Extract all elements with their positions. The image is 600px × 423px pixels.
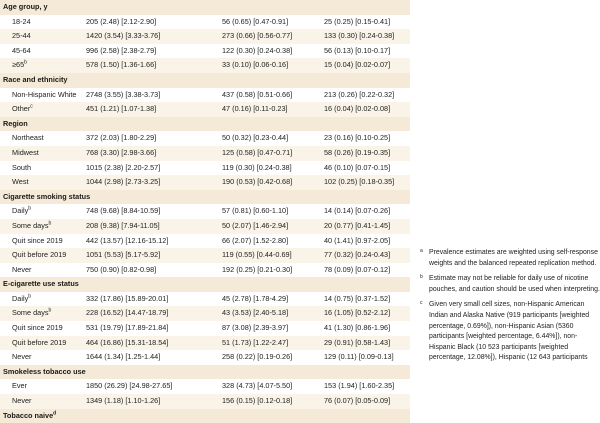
row-label-text: Quit since 2019 — [12, 323, 63, 333]
section-header-label: Smokeless tobacco use — [3, 366, 86, 376]
cell-col-2: 125 (0.58) [0.47-0.71] — [222, 147, 293, 157]
cell-col-2: 437 (0.58) [0.51-0.66] — [222, 89, 293, 99]
row-label-text: 18-24 — [12, 16, 31, 26]
table-row — [0, 394, 410, 409]
row-label — [12, 234, 63, 249]
cell-col-2: 51 (1.73) [1.22-2.47] — [222, 337, 289, 347]
footnote-mark: b — [420, 274, 423, 281]
cell-col-3: 23 (0.16) [0.10-0.25] — [324, 133, 391, 143]
row-label-text: Never — [12, 352, 32, 362]
row-label — [12, 161, 31, 176]
cell-col-2: 119 (0.55) [0.44-0.69] — [222, 250, 292, 260]
row-label-text: Non-Hispanic White — [12, 89, 77, 99]
table-row — [0, 102, 410, 117]
row-label — [12, 350, 31, 365]
cell-col-1: 578 (1.50) [1.36-1.66] — [86, 60, 157, 70]
cell-col-1: 1644 (1.34) [1.25-1.44] — [86, 352, 161, 362]
cell-col-1: 464 (16.86) [15.31-18.54] — [86, 337, 169, 347]
cell-col-2: 57 (0.81) [0.60-1.10] — [222, 206, 289, 216]
table-footnotes — [420, 248, 600, 369]
section-header — [0, 0, 410, 15]
cell-col-3: 16 (1.05) [0.52-2.12] — [324, 308, 391, 318]
row-label-text: Never — [12, 264, 32, 274]
cell-col-3: 153 (1.94) [1.60-2.35] — [324, 381, 395, 391]
cell-col-1: 750 (0.90) [0.82-0.98] — [86, 264, 157, 274]
table-row — [0, 306, 410, 321]
footnote-mark: c — [420, 300, 423, 307]
row-label-text: Daily — [12, 206, 29, 216]
footnote-marker: b — [28, 293, 31, 300]
row-label-text: Ever — [12, 381, 28, 391]
cell-col-1: 1051 (5.53) [5.17-5.92] — [86, 250, 161, 260]
row-label-text: 25-44 — [12, 31, 31, 41]
cell-col-3: 56 (0.13) [0.10-0.17] — [324, 45, 391, 55]
cell-col-2: 119 (0.30) [0.24-0.38] — [222, 162, 292, 172]
table-row — [0, 234, 410, 249]
footnote-marker: b — [24, 59, 27, 66]
row-label — [12, 15, 31, 30]
section-header-label: Age group, y — [3, 2, 48, 11]
table-row — [0, 248, 410, 263]
cell-col-1: 531 (19.79) [17.89-21.84] — [86, 323, 169, 333]
table-row — [0, 161, 410, 176]
row-label-text: 45-64 — [12, 45, 31, 55]
table-row — [0, 321, 410, 336]
cell-col-1: 1850 (26.29) [24.98-27.65] — [86, 381, 173, 391]
row-label — [12, 292, 31, 307]
cell-col-1: 1349 (1.18) [1.10-1.26] — [86, 396, 161, 406]
cell-col-3: 29 (0.91) [0.58-1.43] — [324, 337, 391, 347]
cell-col-1: 332 (17.86) [15.89-20.01] — [86, 293, 169, 303]
table-row — [0, 58, 410, 73]
footnote-marker: b — [48, 220, 52, 227]
cell-col-2: 328 (4.73) [4.07-5.50] — [222, 381, 293, 391]
cell-col-3: 14 (0.75) [0.37-1.52] — [324, 293, 391, 303]
footnote-marker: d — [53, 410, 57, 417]
cell-col-3: 58 (0.26) [0.19-0.35] — [324, 147, 391, 157]
cell-col-2: 122 (0.30) [0.24-0.38] — [222, 45, 293, 55]
cell-col-2: 47 (0.16) [0.11-0.23] — [222, 104, 288, 114]
cell-col-2: 273 (0.66) [0.56-0.77] — [222, 31, 293, 41]
row-label-text: Quit before 2019 — [12, 250, 67, 260]
cell-col-3: 133 (0.30) [0.24-0.38] — [324, 31, 395, 41]
cell-col-2: 56 (0.65) [0.47-0.91] — [222, 16, 289, 26]
cell-col-1: 1420 (3.54) [3.33-3.76] — [86, 31, 161, 41]
cell-col-3: 46 (0.10) [0.07-0.15] — [324, 162, 391, 172]
cell-col-1: 372 (2.03) [1.80-2.29] — [86, 133, 157, 143]
footnote-marker: b — [48, 308, 52, 315]
row-label — [12, 204, 31, 219]
cell-col-3: 213 (0.26) [0.22-0.32] — [324, 89, 395, 99]
footnote — [420, 274, 600, 295]
cell-col-1: 442 (13.57) [12.16-15.12] — [86, 235, 169, 245]
table-row — [0, 146, 410, 161]
cell-col-3: 40 (1.41) [0.97-2.05] — [324, 235, 391, 245]
row-label — [12, 146, 39, 161]
row-label-text: Some days — [12, 220, 49, 230]
row-label-text: Other — [12, 104, 31, 114]
row-label — [12, 394, 31, 409]
row-label-text: Daily — [12, 293, 29, 303]
cell-col-1: 748 (9.68) [8.84-10.59] — [86, 206, 161, 216]
cell-col-2: 87 (3.08) [2.39-3.97] — [222, 323, 289, 333]
row-label-text: Never — [12, 396, 32, 406]
cell-col-3: 16 (0.04) [0.02-0.08] — [324, 104, 391, 114]
row-label — [12, 102, 33, 117]
cell-col-3: 41 (1.30) [0.86-1.96] — [324, 323, 391, 333]
table-row — [0, 88, 410, 103]
footnote-mark: a — [420, 248, 423, 254]
cell-col-2: 50 (2.07) [1.46-2.94] — [222, 220, 289, 230]
row-label-text: Northeast — [12, 133, 44, 143]
section-header — [0, 277, 410, 292]
cell-col-2: 43 (3.53) [2.40-5.18] — [222, 308, 289, 318]
cell-col-2: 258 (0.22) [0.19-0.26] — [222, 352, 293, 362]
table-row — [0, 131, 410, 146]
section-header — [0, 73, 410, 88]
section-header — [0, 190, 410, 205]
cell-col-1: 451 (1.21) [1.07-1.38] — [86, 104, 157, 114]
cell-col-2: 50 (0.32) [0.23-0.44] — [222, 133, 289, 143]
footnote-marker: b — [28, 205, 31, 212]
cell-col-1: 2748 (3.55) [3.38-3.73] — [86, 89, 161, 99]
cell-col-3: 78 (0.09) [0.07-0.12] — [324, 264, 391, 274]
table-row — [0, 379, 410, 394]
cell-col-3: 15 (0.04) [0.02-0.07] — [324, 60, 391, 70]
row-label-text: Some days — [12, 308, 49, 318]
cell-col-3: 76 (0.07) [0.05-0.09] — [324, 396, 391, 406]
cell-col-3: 25 (0.25) [0.15-0.41] — [324, 16, 391, 26]
row-label-text: South — [12, 162, 32, 172]
section-header-label: E-cigarette use status — [3, 279, 79, 289]
table-row — [0, 336, 410, 351]
cell-col-2: 156 (0.15) [0.12-0.18] — [222, 396, 293, 406]
row-label-text: ≥65 — [12, 60, 25, 70]
table-row — [0, 219, 410, 234]
table-row — [0, 175, 410, 190]
table-row — [0, 15, 410, 30]
row-label-text: Quit since 2019 — [12, 235, 63, 245]
row-label — [12, 336, 66, 351]
cell-col-1: 228 (16.52) [14.47-18.79] — [86, 308, 169, 318]
table-row — [0, 263, 410, 278]
row-label — [12, 175, 29, 190]
footnote-text: Given very small cell sizes, non-Hispanic American Indian and Alaska Native (919 participants [weighted percentage, 0.69%]), non-Hispanic Asian (5360 participants [weighted percentage, 6.44%]), non-Hispanic Black (10 523 participants [weighted percentage, 12.08%]), Hispanic (12 643 participants — [429, 301, 590, 362]
table-row — [0, 350, 410, 365]
row-label — [12, 219, 51, 234]
row-label-text: Quit before 2019 — [12, 337, 67, 347]
cell-col-1: 1015 (2.38) [2.20-2.57] — [86, 162, 161, 172]
row-label — [12, 379, 27, 394]
table-row — [0, 44, 410, 59]
cell-col-2: 33 (0.10) [0.06-0.16] — [222, 60, 289, 70]
cell-col-3: 14 (0.14) [0.07-0.26] — [324, 206, 391, 216]
section-header — [0, 365, 410, 380]
cell-col-2: 66 (2.07) [1.52-2.80] — [222, 235, 289, 245]
section-header — [0, 117, 410, 132]
cell-col-1: 768 (3.30) [2.98-3.66] — [86, 147, 157, 157]
cell-col-3: 129 (0.11) [0.09-0.13] — [324, 352, 394, 362]
table-row — [0, 204, 410, 219]
cell-col-1: 205 (2.48) [2.12-2.90] — [86, 16, 157, 26]
row-label — [12, 248, 66, 263]
cell-col-3: 77 (0.32) [0.24-0.43] — [324, 250, 391, 260]
table-row — [0, 292, 410, 307]
footnote — [420, 248, 600, 269]
table-row — [0, 29, 410, 44]
row-label — [12, 88, 76, 103]
section-header-label: Race and ethnicity — [3, 74, 68, 84]
cell-col-3: 20 (0.77) [0.41-1.45] — [324, 220, 391, 230]
cell-col-1: 1044 (2.98) [2.73-3.25] — [86, 177, 161, 187]
cell-col-2: 45 (2.78) [1.78-4.29] — [222, 293, 289, 303]
section-header-label: Cigarette smoking status — [3, 191, 91, 201]
cell-col-1: 996 (2.58) [2.38-2.79] — [86, 45, 157, 55]
row-label — [12, 321, 63, 336]
footnote-text: Prevalence estimates are weighted using self-response weights and the balanced repeated replication method. — [429, 249, 598, 267]
row-label-text: West — [12, 177, 29, 187]
row-label-text: Midwest — [12, 147, 39, 157]
row-label — [12, 58, 27, 73]
row-label — [12, 29, 31, 44]
row-label — [12, 44, 31, 59]
section-header-label: Tobacco naive — [3, 410, 54, 420]
footnote-marker: c — [30, 103, 33, 110]
cell-col-3: 102 (0.25) [0.18-0.35] — [324, 177, 395, 187]
footnote-text: Estimate may not be reliable for daily use of nicotine pouches, and caution should be used when interpreting. — [429, 275, 600, 293]
cell-col-2: 192 (0.25) [0.21-0.30] — [222, 264, 293, 274]
row-label — [12, 263, 31, 278]
section-header-label: Region — [3, 118, 28, 128]
cell-col-2: 190 (0.53) [0.42-0.68] — [222, 177, 293, 187]
cell-col-1: 208 (9.38) [7.94-11.05] — [86, 220, 160, 230]
section-header — [0, 409, 410, 423]
row-label — [12, 131, 44, 146]
row-label — [12, 306, 51, 321]
footnote — [420, 300, 600, 364]
